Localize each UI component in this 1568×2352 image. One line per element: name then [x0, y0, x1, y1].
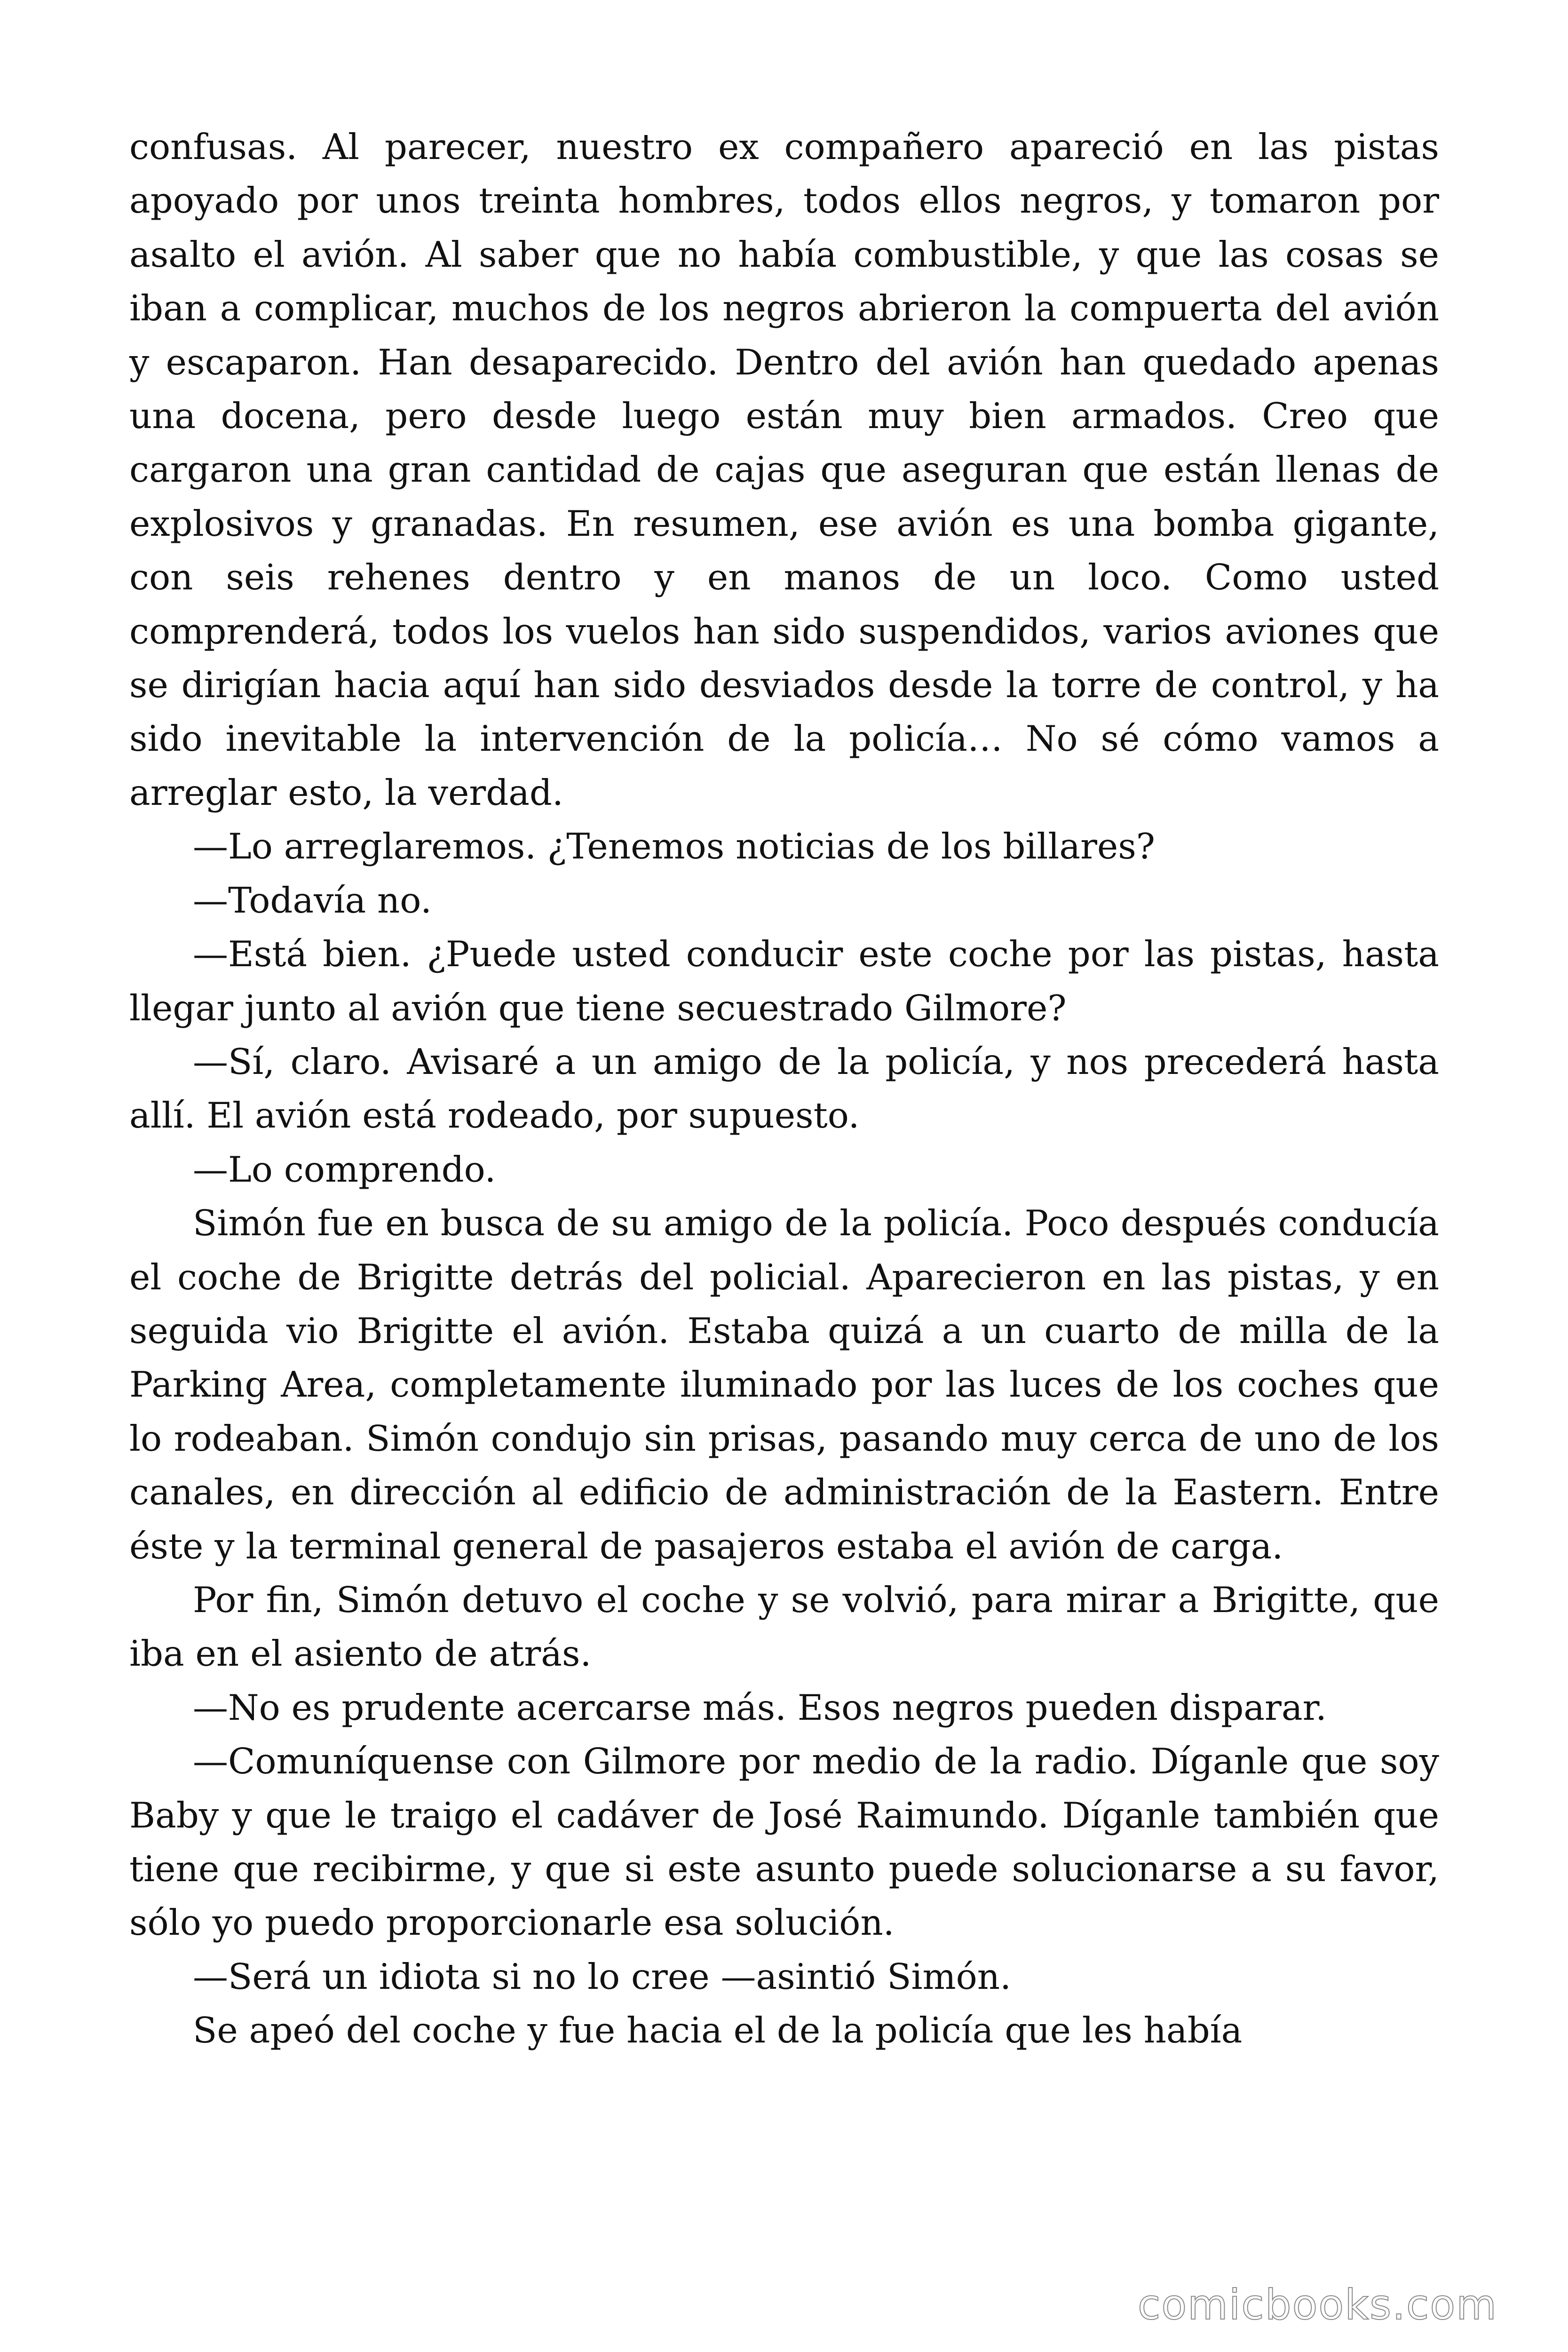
paragraph-5: —Sí, claro. Avisaré a un amigo de la policía, y nos precederá hasta allí. El avión está rodeado, por supuesto.: [129, 1041, 1439, 1136]
paragraph-3: —Todavía no.: [193, 879, 432, 921]
paragraph-2: —Lo arreglaremos. ¿Tenemos noticias de los billares?: [193, 826, 1156, 867]
paragraph-10: —Comuníquense con Gilmore por medio de la radio. Díganle que soy Baby y que le traigo el cadáver de José Raimundo. Díganle también que tiene que recibirme, y que si este asunto puede solucionarse a su favor, sólo yo puedo proporcionarle esa solución.: [129, 1740, 1439, 1944]
paragraph-1: confusas. Al parecer, nuestro ex compañero apareció en las pistas apoyado por unos treinta hombres, todos ellos negros, y tomaron por asalto el avión. Al saber que no había combustible, y que las cosas se iban a complicar, muchos de los negros abrieron la compuerta del avión y escaparon. Han desaparecido. Dentro del avión han quedado apenas una docena, pero desde luego están muy bien armados. Creo que cargaron una gran cantidad de cajas que aseguran que están llenas de explosivos y granadas. En resumen, ese avión es una bomba gigante, con seis rehenes dentro y en manos de un loco. Como usted comprenderá, todos los vuelos han sido suspendidos, varios aviones que se dirigían hacia aquí han sido desviados desde la torre de control, y ha sido inevitable la intervención de la policía… No sé cómo vamos a arreglar esto, la verdad.: [129, 126, 1439, 813]
page-body-text: [129, 120, 1439, 2058]
paragraph-7: Simón fue en busca de su amigo de la policía. Poco después conducía el coche de Brigitte detrás del policial. Aparecieron en las pistas, y en seguida vio Brigitte el avión. Estaba quizá a un cuarto de milla de la Parking Area, completamente iluminado por las luces de los coches que lo rodeaban. Simón condujo sin prisas, pasando muy cerca de uno de los canales, en dirección al edificio de administración de la Eastern. Entre éste y la terminal general de pasajeros estaba el avión de carga.: [129, 1202, 1439, 1567]
paragraph-11: —Será un idiota si no lo cree —asintió Simón.: [193, 1955, 1011, 1997]
paragraph-4: —Está bien. ¿Puede usted conducir este coche por las pistas, hasta llegar junto al avión que tiene secuestrado Gilmore?: [129, 933, 1439, 1029]
paragraph-8: Por fin, Simón detuvo el coche y se volvió, para mirar a Brigitte, que iba en el asiento de atrás.: [129, 1579, 1439, 1675]
paragraph-12: Se apeó del coche y fue hacia el de la policía que les había: [193, 2010, 1243, 2051]
paragraph-6: —Lo comprendo.: [193, 1148, 496, 1190]
paragraph-9: —No es prudente acercarse más. Esos negros pueden disparar.: [193, 1686, 1327, 1728]
watermark: comicbooks.com: [1137, 2280, 1497, 2329]
